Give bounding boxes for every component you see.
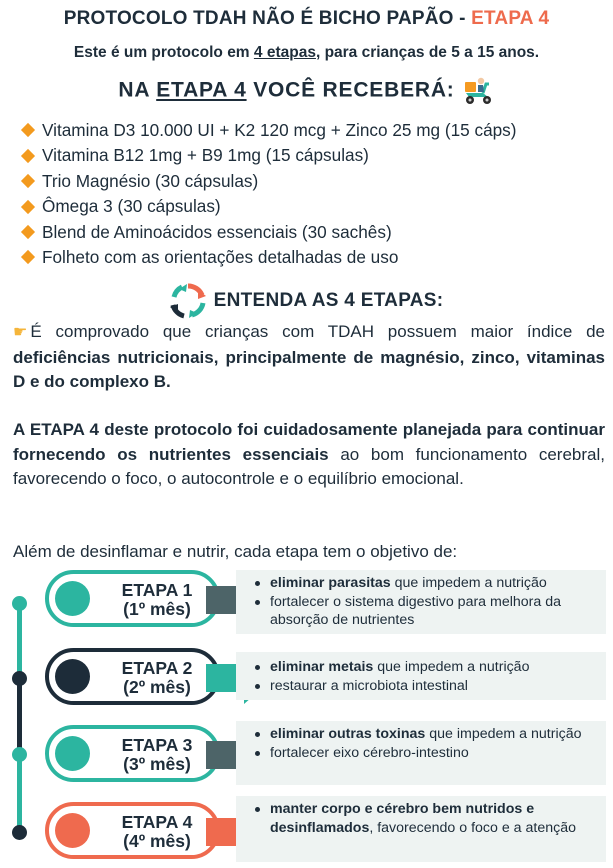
diamond-bullet-icon — [21, 123, 35, 137]
stage-name: ETAPA 3 — [121, 735, 193, 755]
stage-bullet — [270, 744, 598, 763]
receive-after: VOCÊ RECEBERÁ: — [246, 78, 455, 102]
intro-bold: deficiências nutricionais, principalmente de magnésio, zinco, vitaminas D e do complexo B. — [13, 347, 605, 391]
bullet-text: , favorecendo o foco e a atenção — [369, 819, 576, 836]
stage-1-pill — [45, 570, 220, 627]
diamond-bullet-icon — [21, 250, 35, 264]
bullet-text: fortalecer eixo cérebro-intestino — [270, 744, 469, 761]
timeline-segment — [17, 754, 22, 832]
diamond-bullet-icon — [21, 200, 35, 214]
receive-before: NA — [118, 78, 157, 102]
stage-4-circle — [55, 813, 90, 848]
kit-items-list — [20, 118, 610, 270]
stage-name: ETAPA 2 — [121, 658, 193, 678]
stage4-bold: A ETAPA 4 deste protocolo foi cuidadosamente planejada para continuar fornecendo os nutrientes essenciais — [13, 420, 605, 464]
receive-heading — [0, 76, 613, 106]
stage-2-box — [236, 652, 606, 700]
title-accent: ETAPA 4 — [471, 8, 550, 29]
kit-item — [20, 245, 610, 270]
stage-bullet — [270, 725, 598, 744]
stage-3-label — [97, 736, 217, 774]
stage-bullet — [270, 658, 598, 677]
bullet-text: fortalecer o sistema digestivo para melhora da absorção de nutrientes — [270, 593, 561, 629]
stage4-paragraph — [13, 418, 605, 492]
diamond-bullet-icon — [21, 149, 35, 163]
stage-name: ETAPA 1 — [121, 580, 193, 600]
kit-item — [20, 220, 610, 245]
bullet-bold: manter corpo e cérebro bem nutridos e desinflamados — [270, 801, 535, 836]
stage-period: (2º mês) — [123, 677, 191, 697]
stage-2-label — [97, 659, 217, 697]
bullet-text: que impedem a nutrição — [390, 575, 547, 591]
bullet-bold: eliminar metais — [270, 659, 374, 675]
timeline-dot — [12, 747, 27, 762]
stage-1-label — [97, 581, 217, 619]
stage-4-box — [236, 796, 606, 862]
delivery-scooter-icon — [461, 76, 495, 106]
objective-paragraph: Além de desinflamar e nutrir, cada etapa tem o objetivo de: — [13, 542, 458, 561]
bullet-bold: eliminar parasitas — [270, 575, 391, 591]
intro-normal: É comprovado que crianças com TDAH possuem maior índice de — [30, 322, 605, 341]
bullet-text: que impedem a nutrição — [373, 659, 530, 675]
timeline-dot — [12, 596, 27, 611]
stage-2-circle — [55, 659, 90, 694]
kit-item-label: Vitamina B12 1mg + B9 1mg (15 cápsulas) — [42, 145, 369, 166]
stage-name: ETAPA 4 — [121, 812, 193, 832]
kit-item — [20, 143, 610, 168]
stage-bullet — [270, 593, 598, 630]
kit-item-label: Blend de Aminoácidos essenciais (30 sachês) — [42, 221, 392, 242]
diamond-bullet-icon — [21, 225, 35, 239]
stage-3-pill — [45, 725, 220, 782]
stage-bullet — [270, 800, 598, 837]
stage-bullet — [270, 677, 598, 696]
title-main: PROTOCOLO TDAH NÃO É BICHO PAPÃO - — [63, 8, 466, 29]
timeline-segment — [17, 602, 22, 678]
stage-2-pill — [45, 648, 220, 705]
bullet-bold: eliminar outras toxinas — [270, 726, 426, 742]
kit-item-label: Folheto com as orientações detalhadas de uso — [42, 247, 399, 268]
stage-period: (4º mês) — [123, 831, 191, 851]
bullet-text: restaurar a microbiota intestinal — [270, 677, 468, 694]
stage-1-circle — [55, 581, 90, 616]
stage4-normal: ao bom funcionamento cerebral, favorecendo o foco, o autocontrole e o equilíbrio emocional. — [13, 444, 605, 488]
stages-heading-text: ENTENDA AS 4 ETAPAS: — [213, 290, 444, 312]
stage-3-box — [236, 721, 606, 785]
cycle-arrows-icon — [170, 283, 206, 319]
kit-item — [20, 194, 610, 219]
stages-heading — [0, 283, 613, 319]
kit-item — [20, 118, 610, 143]
stage-3-circle — [55, 736, 90, 771]
stage-period: (3º mês) — [123, 754, 191, 774]
kit-item — [20, 169, 610, 194]
subtitle-underlined: 4 etapas — [253, 44, 316, 61]
timeline-dot — [12, 671, 27, 686]
kit-item-label: Trio Magnésio (30 cápsulas) — [42, 170, 259, 191]
kit-item-label: Ômega 3 (30 cápsulas) — [42, 196, 221, 217]
page-title — [0, 8, 613, 30]
stage-4-label — [97, 813, 217, 851]
receive-underlined: ETAPA 4 — [156, 78, 247, 102]
bullet-text: que impedem a nutrição — [425, 726, 582, 742]
stages-timeline — [0, 566, 613, 868]
subtitle — [0, 44, 613, 62]
diamond-bullet-icon — [21, 174, 35, 188]
timeline-segment — [17, 678, 22, 754]
stage-4-pill — [45, 802, 220, 859]
kit-item-label: Vitamina D3 10.000 UI + K2 120 mcg + Zinco 25 mg (15 cáps) — [42, 120, 517, 140]
stage-period: (1º mês) — [123, 599, 191, 619]
pointing-hand-icon: ☛ — [13, 324, 28, 341]
intro-paragraph — [13, 320, 605, 395]
stage-bullet — [270, 574, 598, 593]
timeline-dot — [12, 825, 27, 840]
stage-1-box — [236, 570, 606, 634]
subtitle-after: , para crianças de 5 a 15 anos. — [315, 44, 540, 61]
subtitle-before: Este é um protocolo em — [73, 44, 254, 61]
